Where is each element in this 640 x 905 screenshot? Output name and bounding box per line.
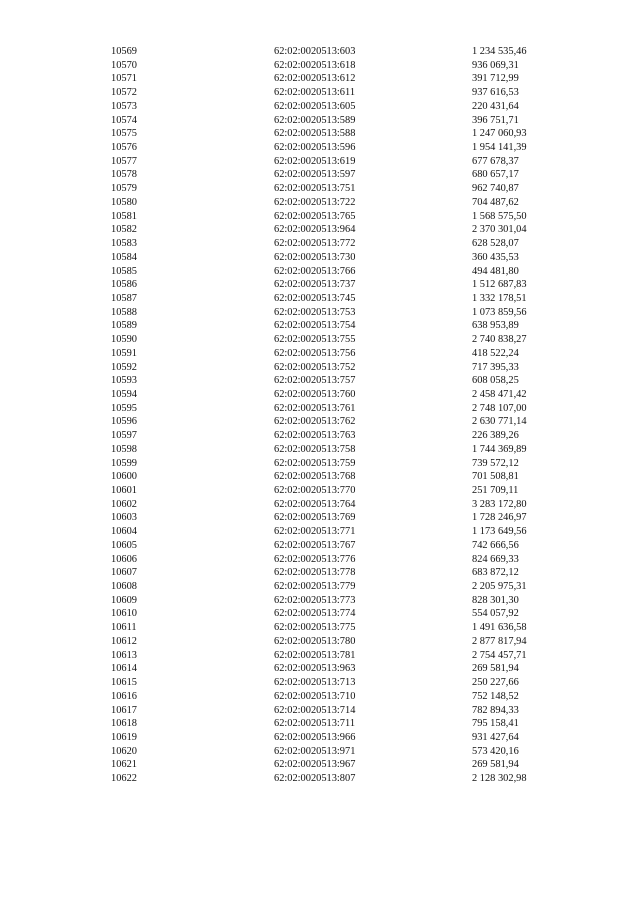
row-number: 10577 bbox=[111, 155, 137, 167]
row-number: 10573 bbox=[111, 100, 137, 112]
cadastral-number: 62:02:0020513:967 bbox=[274, 759, 356, 771]
cadastral-value: 931 427,64 bbox=[472, 731, 519, 743]
cadastral-value: 628 528,07 bbox=[472, 238, 519, 250]
table-row bbox=[0, 155, 640, 169]
table-row bbox=[0, 443, 640, 457]
table-row bbox=[0, 374, 640, 388]
cadastral-value: 1 954 141,39 bbox=[472, 142, 527, 154]
cadastral-number: 62:02:0020513:759 bbox=[274, 457, 356, 469]
table-row bbox=[0, 457, 640, 471]
table-row bbox=[0, 525, 640, 539]
cadastral-number: 62:02:0020513:753 bbox=[274, 306, 356, 318]
cadastral-number: 62:02:0020513:714 bbox=[274, 704, 356, 716]
row-number: 10601 bbox=[111, 485, 137, 496]
cadastral-value: 701 508,81 bbox=[472, 471, 519, 483]
cadastral-value: 418 522,24 bbox=[472, 347, 519, 359]
table-row bbox=[0, 223, 640, 237]
table-row bbox=[0, 635, 640, 649]
cadastral-value: 1 173 649,56 bbox=[472, 526, 527, 538]
cadastral-value: 269 581,94 bbox=[472, 759, 519, 771]
cadastral-value: 742 666,56 bbox=[472, 539, 519, 551]
row-number: 10592 bbox=[111, 361, 137, 373]
table-row bbox=[0, 649, 640, 663]
cadastral-number: 62:02:0020513:763 bbox=[274, 430, 356, 442]
cadastral-value: 1 073 859,56 bbox=[472, 306, 527, 318]
row-number: 10585 bbox=[111, 265, 137, 277]
row-number: 10607 bbox=[111, 567, 137, 579]
row-number: 10618 bbox=[111, 718, 137, 730]
row-number: 10575 bbox=[111, 128, 137, 140]
table-row bbox=[0, 388, 640, 402]
cadastral-value: 2 458 471,42 bbox=[472, 388, 527, 400]
cadastral-value: 220 431,64 bbox=[472, 100, 519, 112]
row-number: 10569 bbox=[111, 46, 137, 57]
cadastral-number: 62:02:0020513:589 bbox=[274, 114, 356, 126]
cadastral-number: 62:02:0020513:596 bbox=[274, 142, 356, 154]
cadastral-number: 62:02:0020513:761 bbox=[274, 402, 356, 414]
table-row bbox=[0, 182, 640, 196]
table-row bbox=[0, 553, 640, 567]
row-number: 10616 bbox=[111, 690, 137, 702]
cadastral-value: 573 420,16 bbox=[472, 745, 519, 757]
cadastral-value: 2 370 301,04 bbox=[472, 224, 527, 236]
cadastral-value: 2 877 817,94 bbox=[472, 635, 527, 647]
cadastral-value: 1 491 636,58 bbox=[472, 622, 527, 634]
row-number: 10582 bbox=[111, 224, 137, 236]
row-number: 10620 bbox=[111, 745, 137, 757]
row-number: 10603 bbox=[111, 512, 137, 524]
cadastral-number: 62:02:0020513:971 bbox=[274, 745, 356, 757]
cadastral-number: 62:02:0020513:775 bbox=[274, 622, 356, 634]
table-row bbox=[0, 594, 640, 608]
table-row bbox=[0, 265, 640, 279]
cadastral-value: 680 657,17 bbox=[472, 169, 519, 181]
table-row bbox=[0, 361, 640, 375]
cadastral-value: 1 568 575,50 bbox=[472, 210, 527, 222]
row-number: 10615 bbox=[111, 677, 137, 689]
cadastral-number: 62:02:0020513:768 bbox=[274, 471, 356, 483]
table-row bbox=[0, 347, 640, 361]
cadastral-value: 554 057,92 bbox=[472, 608, 519, 620]
table-row bbox=[0, 319, 640, 333]
row-number: 10599 bbox=[111, 457, 137, 469]
table-row bbox=[0, 72, 640, 86]
cadastral-number: 62:02:0020513:779 bbox=[274, 581, 356, 593]
row-number: 10619 bbox=[111, 731, 137, 743]
cadastral-number: 62:02:0020513:771 bbox=[274, 526, 356, 538]
table-row bbox=[0, 676, 640, 690]
row-number: 10609 bbox=[111, 594, 137, 606]
row-number: 10591 bbox=[111, 347, 137, 359]
row-number: 10574 bbox=[111, 114, 137, 126]
cadastral-number: 62:02:0020513:762 bbox=[274, 416, 356, 428]
table-row bbox=[0, 210, 640, 224]
cadastral-number: 62:02:0020513:769 bbox=[274, 512, 356, 524]
table-row bbox=[0, 196, 640, 210]
row-number: 10584 bbox=[111, 251, 137, 263]
cadastral-value: 795 158,41 bbox=[472, 718, 519, 730]
cadastral-number: 62:02:0020513:964 bbox=[274, 224, 356, 236]
cadastral-value: 494 481,80 bbox=[472, 265, 519, 277]
table-row bbox=[0, 758, 640, 772]
table-row bbox=[0, 731, 640, 745]
cadastral-number: 62:02:0020513:618 bbox=[274, 59, 356, 71]
table-row bbox=[0, 621, 640, 635]
row-number: 10587 bbox=[111, 292, 137, 304]
row-number: 10622 bbox=[111, 773, 137, 785]
table-row bbox=[0, 717, 640, 731]
row-number: 10608 bbox=[111, 581, 137, 593]
cadastral-number: 62:02:0020513:776 bbox=[274, 553, 356, 565]
table-row bbox=[0, 429, 640, 443]
cadastral-value: 2 754 457,71 bbox=[472, 649, 527, 661]
cadastral-value: 2 630 771,14 bbox=[472, 416, 527, 428]
row-number: 10572 bbox=[111, 87, 137, 99]
cadastral-number: 62:02:0020513:778 bbox=[274, 567, 356, 579]
cadastral-number: 62:02:0020513:781 bbox=[274, 649, 356, 661]
cadastral-number: 62:02:0020513:745 bbox=[274, 292, 356, 304]
cadastral-value: 824 669,33 bbox=[472, 553, 519, 565]
cadastral-number: 62:02:0020513:807 bbox=[274, 773, 356, 785]
cadastral-value: 608 058,25 bbox=[472, 375, 519, 387]
cadastral-number: 62:02:0020513:711 bbox=[274, 718, 356, 730]
row-number: 10606 bbox=[111, 553, 137, 565]
cadastral-number: 62:02:0020513:603 bbox=[274, 46, 356, 57]
table-row bbox=[0, 114, 640, 128]
table-row bbox=[0, 168, 640, 182]
table-row bbox=[0, 662, 640, 676]
table-row bbox=[0, 306, 640, 320]
table-row bbox=[0, 333, 640, 347]
table-row bbox=[0, 745, 640, 759]
cadastral-number: 62:02:0020513:751 bbox=[274, 183, 356, 195]
row-number: 10595 bbox=[111, 402, 137, 414]
row-number: 10590 bbox=[111, 334, 137, 346]
table-row bbox=[0, 498, 640, 512]
row-number: 10613 bbox=[111, 649, 137, 661]
table-row bbox=[0, 278, 640, 292]
cadastral-number: 62:02:0020513:612 bbox=[274, 73, 356, 85]
cadastral-number: 62:02:0020513:765 bbox=[274, 210, 356, 222]
cadastral-number: 62:02:0020513:710 bbox=[274, 690, 356, 702]
row-number: 10589 bbox=[111, 320, 137, 332]
cadastral-number: 62:02:0020513:754 bbox=[274, 320, 356, 332]
row-number: 10578 bbox=[111, 169, 137, 181]
row-number: 10611 bbox=[111, 622, 137, 634]
cadastral-value: 226 389,26 bbox=[472, 430, 519, 442]
cadastral-value: 251 709,11 bbox=[472, 485, 519, 496]
row-number: 10617 bbox=[111, 704, 137, 716]
row-number: 10586 bbox=[111, 279, 137, 291]
table-row bbox=[0, 539, 640, 553]
row-number: 10598 bbox=[111, 443, 137, 455]
cadastral-number: 62:02:0020513:773 bbox=[274, 594, 356, 606]
table-row bbox=[0, 141, 640, 155]
row-number: 10576 bbox=[111, 142, 137, 154]
row-number: 10583 bbox=[111, 238, 137, 250]
table-row bbox=[0, 251, 640, 265]
cadastral-value: 677 678,37 bbox=[472, 155, 519, 167]
table-row bbox=[0, 470, 640, 484]
cadastral-value: 683 872,12 bbox=[472, 567, 519, 579]
cadastral-number: 62:02:0020513:772 bbox=[274, 238, 356, 250]
cadastral-number: 62:02:0020513:758 bbox=[274, 443, 356, 455]
table-row bbox=[0, 511, 640, 525]
table-row bbox=[0, 292, 640, 306]
cadastral-value: 704 487,62 bbox=[472, 196, 519, 208]
cadastral-number: 62:02:0020513:752 bbox=[274, 361, 356, 373]
row-number: 10610 bbox=[111, 608, 137, 620]
cadastral-number: 62:02:0020513:737 bbox=[274, 279, 356, 291]
cadastral-number: 62:02:0020513:766 bbox=[274, 265, 356, 277]
cadastral-value: 638 953,89 bbox=[472, 320, 519, 332]
cadastral-value: 936 069,31 bbox=[472, 59, 519, 71]
cadastral-value: 2 748 107,00 bbox=[472, 402, 527, 414]
cadastral-number: 62:02:0020513:966 bbox=[274, 731, 356, 743]
cadastral-value: 269 581,94 bbox=[472, 663, 519, 675]
table-row bbox=[0, 772, 640, 786]
cadastral-value: 752 148,52 bbox=[472, 690, 519, 702]
cadastral-number: 62:02:0020513:730 bbox=[274, 251, 356, 263]
row-number: 10580 bbox=[111, 196, 137, 208]
table-row bbox=[0, 704, 640, 718]
cadastral-value: 2 740 838,27 bbox=[472, 334, 527, 346]
table-row bbox=[0, 484, 640, 498]
cadastral-value: 1 512 687,83 bbox=[472, 279, 527, 291]
row-number: 10571 bbox=[111, 73, 137, 85]
cadastral-number: 62:02:0020513:764 bbox=[274, 498, 356, 510]
row-number: 10604 bbox=[111, 526, 137, 538]
row-number: 10570 bbox=[111, 59, 137, 71]
cadastral-number: 62:02:0020513:963 bbox=[274, 663, 356, 675]
row-number: 10600 bbox=[111, 471, 137, 483]
table-row bbox=[0, 237, 640, 251]
table-row bbox=[0, 566, 640, 580]
row-number: 10596 bbox=[111, 416, 137, 428]
cadastral-value: 1 247 060,93 bbox=[472, 128, 527, 140]
cadastral-number: 62:02:0020513:619 bbox=[274, 155, 356, 167]
cadastral-value: 396 751,71 bbox=[472, 114, 519, 126]
cadastral-value: 937 616,53 bbox=[472, 87, 519, 99]
cadastral-number: 62:02:0020513:605 bbox=[274, 100, 356, 112]
row-number: 10593 bbox=[111, 375, 137, 387]
table-row bbox=[0, 690, 640, 704]
table-row bbox=[0, 127, 640, 141]
row-number: 10594 bbox=[111, 388, 137, 400]
cadastral-value: 1 234 535,46 bbox=[472, 46, 527, 57]
table-row bbox=[0, 580, 640, 594]
cadastral-number: 62:02:0020513:713 bbox=[274, 677, 356, 689]
row-number: 10605 bbox=[111, 539, 137, 551]
cadastral-value: 828 301,30 bbox=[472, 594, 519, 606]
cadastral-number: 62:02:0020513:757 bbox=[274, 375, 356, 387]
cadastral-number: 62:02:0020513:767 bbox=[274, 539, 356, 551]
cadastral-number: 62:02:0020513:611 bbox=[274, 87, 356, 99]
table-row bbox=[0, 402, 640, 416]
cadastral-value: 1 744 369,89 bbox=[472, 443, 527, 455]
cadastral-value: 782 894,33 bbox=[472, 704, 519, 716]
row-number: 10602 bbox=[111, 498, 137, 510]
row-number: 10621 bbox=[111, 759, 137, 771]
cadastral-value: 2 205 975,31 bbox=[472, 581, 527, 593]
cadastral-number: 62:02:0020513:756 bbox=[274, 347, 356, 359]
cadastral-number: 62:02:0020513:774 bbox=[274, 608, 356, 620]
cadastral-number: 62:02:0020513:597 bbox=[274, 169, 356, 181]
cadastral-value: 717 395,33 bbox=[472, 361, 519, 373]
row-number: 10579 bbox=[111, 183, 137, 195]
table-row bbox=[0, 45, 640, 59]
cadastral-value-table bbox=[0, 45, 640, 786]
cadastral-value: 1 332 178,51 bbox=[472, 292, 527, 304]
cadastral-number: 62:02:0020513:780 bbox=[274, 635, 356, 647]
cadastral-number: 62:02:0020513:755 bbox=[274, 334, 356, 346]
cadastral-value: 360 435,53 bbox=[472, 251, 519, 263]
cadastral-value: 3 283 172,80 bbox=[472, 498, 527, 510]
cadastral-number: 62:02:0020513:588 bbox=[274, 128, 356, 140]
cadastral-value: 391 712,99 bbox=[472, 73, 519, 85]
table-row bbox=[0, 86, 640, 100]
cadastral-value: 1 728 246,97 bbox=[472, 512, 527, 524]
table-row bbox=[0, 100, 640, 114]
cadastral-value: 250 227,66 bbox=[472, 677, 519, 689]
cadastral-number: 62:02:0020513:760 bbox=[274, 388, 356, 400]
cadastral-number: 62:02:0020513:722 bbox=[274, 196, 356, 208]
cadastral-number: 62:02:0020513:770 bbox=[274, 485, 356, 496]
cadastral-value: 962 740,87 bbox=[472, 183, 519, 195]
table-row bbox=[0, 59, 640, 73]
table-row bbox=[0, 607, 640, 621]
row-number: 10614 bbox=[111, 663, 137, 675]
row-number: 10597 bbox=[111, 430, 137, 442]
cadastral-value: 739 572,12 bbox=[472, 457, 519, 469]
row-number: 10588 bbox=[111, 306, 137, 318]
row-number: 10581 bbox=[111, 210, 137, 222]
table-row bbox=[0, 415, 640, 429]
row-number: 10612 bbox=[111, 635, 137, 647]
cadastral-value: 2 128 302,98 bbox=[472, 773, 527, 785]
